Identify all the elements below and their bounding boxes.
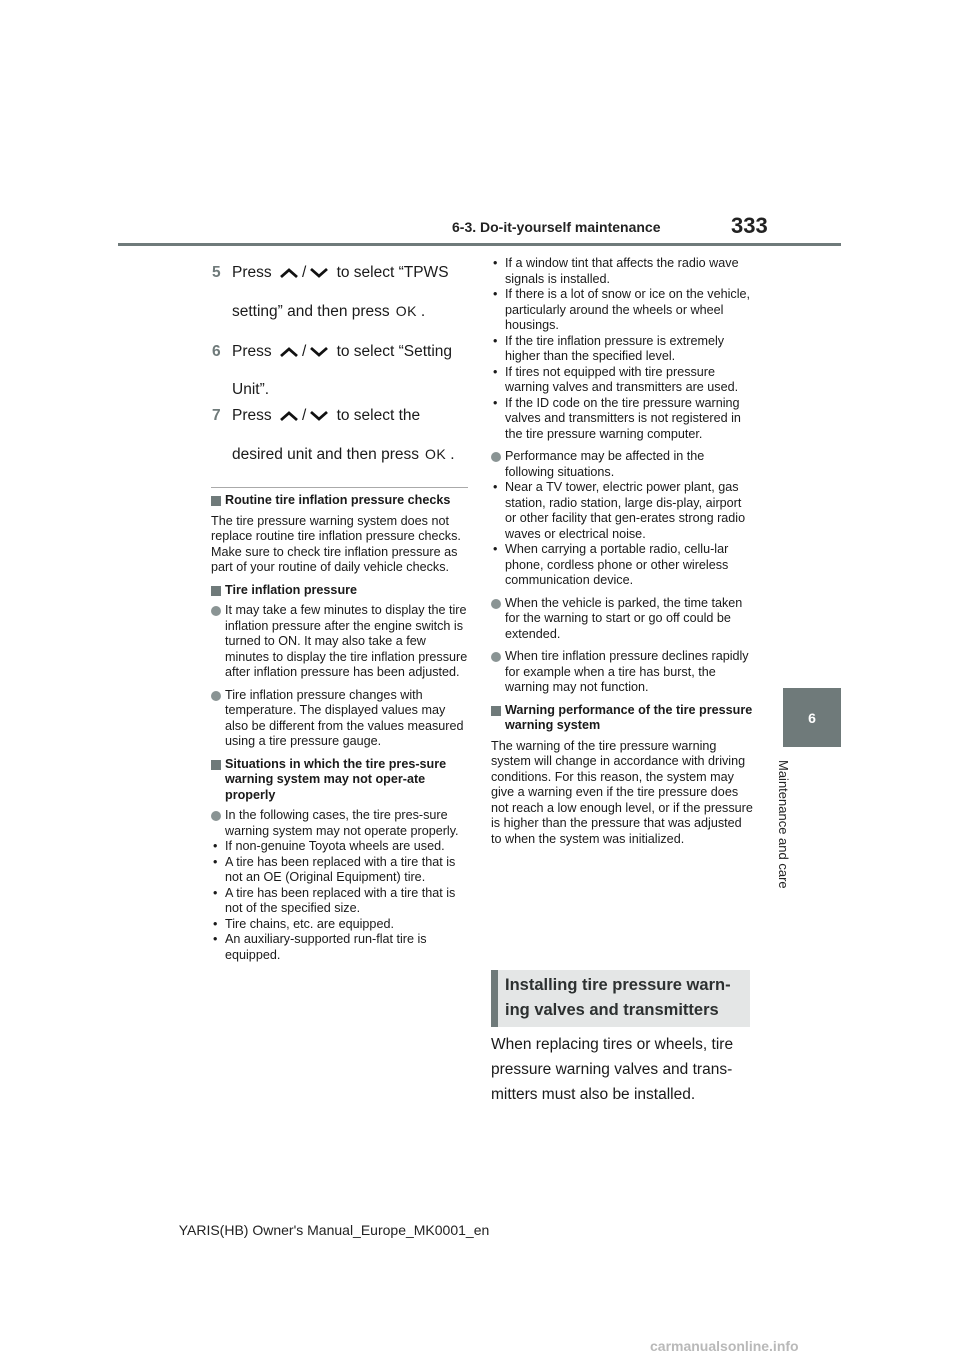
situations-list xyxy=(211,839,469,963)
page-number: 333 xyxy=(731,213,768,238)
step-text: to select “Setting xyxy=(336,343,453,360)
list-item: • Tire chains, etc. are equipped. xyxy=(211,917,469,933)
heading-routine-checks: Routine tire inflation pressure checks xyxy=(211,493,469,509)
step-text: / xyxy=(301,264,307,281)
divider xyxy=(211,487,468,488)
step-text: Press xyxy=(232,407,272,424)
chapter-label: Maintenance and care xyxy=(776,760,791,889)
step-7 xyxy=(212,397,474,474)
header-rule xyxy=(118,243,841,246)
step-number: 6 xyxy=(212,343,221,360)
list-item: • An auxiliary-supported run-flat tire is equipped. xyxy=(211,932,469,963)
step-text: to select the xyxy=(336,407,421,424)
step-5 xyxy=(212,254,474,331)
list-item: • If there is a lot of snow or ice on the vehicle, particularly around the wheels or wheel housings. xyxy=(491,287,753,334)
left-column xyxy=(211,493,469,970)
step-number: 5 xyxy=(212,264,221,281)
step-text: setting” and then press xyxy=(232,303,390,320)
section-heading: Installing tire pressure warn-ing valves and transmitters xyxy=(505,976,731,1019)
list-item: • A tire has been replaced with a tire that is not of the specified size. xyxy=(211,886,469,917)
ok-button-icon: OK xyxy=(395,303,417,319)
list-item: • When carrying a portable radio, cellu-lar phone, cordless phone or other wireless communication device. xyxy=(491,542,753,589)
step-text: Unit”. xyxy=(232,381,270,398)
section-heading-bar xyxy=(491,970,498,1027)
point-declines: When tire inflation pressure declines rapidly for example when a tire has burst, the warning may not function. xyxy=(491,649,753,696)
performance-list xyxy=(491,480,753,589)
footer-text: YARIS(HB) Owner's Manual_Europe_MK0001_en xyxy=(178,1222,490,1238)
heading-warning-performance: Warning performance of the tire pressure warning system xyxy=(491,703,753,734)
body-routine-checks: The tire pressure warning system does not replace routine tire inflation pressure checks. Make sure to check tire inflation pressure as part of your routine of daily vehicle checks. xyxy=(211,513,461,574)
step-text: Press xyxy=(232,264,272,281)
chevron-up-icon xyxy=(279,410,299,422)
list-item: • A tire has been replaced with a tire that is not an OE (Original Equipment) tire. xyxy=(211,855,469,886)
step-text: . xyxy=(420,303,426,320)
body-warning-performance: The warning of the tire pressure warning system will change in accordance with driving conditions. For this reason, the system may give a warning even if the tire pressure does not reach a low enough level, or if the pressure is higher than the pressure that was adjusted to when the system was initialized. xyxy=(491,738,753,846)
step-text: Press xyxy=(232,343,272,360)
point-performance: Performance may be affected in the following situations. xyxy=(491,449,753,480)
step-text: / xyxy=(301,407,307,424)
situations-list-continued xyxy=(491,256,753,442)
section-title: 6-3. Do-it-yourself maintenance xyxy=(452,219,661,235)
heading-situations: Situations in which the tire pres-sure warning system may not oper-ate properly xyxy=(211,757,469,804)
right-column xyxy=(491,256,753,854)
chevron-up-icon xyxy=(279,267,299,279)
section-heading-box xyxy=(491,970,750,1027)
step-number: 7 xyxy=(212,407,221,424)
list-item: • If the tire inflation pressure is extremely higher than the specified level. xyxy=(491,334,753,365)
list-item: • If a window tint that affects the radio wave signals is installed. xyxy=(491,256,753,287)
step-text: desired unit and then press xyxy=(232,446,419,463)
point-temperature: Tire inflation pressure changes with temperature. The displayed values may also be different from the values measured using a tire pressure gauge. xyxy=(211,688,469,750)
point-following-cases: In the following cases, the tire pres-sure warning system may not operate properly. xyxy=(211,808,469,839)
chevron-down-icon xyxy=(309,267,329,279)
list-item: • Near a TV tower, electric power plant, gas station, radio station, large dis-play, airport or other facility that gen-erates strong radio waves or electrical noise. xyxy=(491,480,753,542)
list-item: • If tires not equipped with tire pressure warning valves and transmitters are used. xyxy=(491,365,753,396)
chevron-down-icon xyxy=(309,346,329,358)
chevron-up-icon xyxy=(279,346,299,358)
step-text: to select “TPWS xyxy=(336,264,449,281)
heading-tire-inflation-pressure: Tire inflation pressure xyxy=(211,583,469,599)
chevron-down-icon xyxy=(309,410,329,422)
step-text: / xyxy=(301,343,307,360)
ok-button-icon: OK xyxy=(424,446,447,462)
chapter-tab xyxy=(783,688,841,747)
point-parked: When the vehicle is parked, the time taken for the warning to start or go off could be extended. xyxy=(491,596,753,643)
list-item: • If the ID code on the tire pressure warning valves and transmitters is not registered in the tire pressure warning computer. xyxy=(491,396,753,443)
list-item: • If non-genuine Toyota wheels are used. xyxy=(211,839,469,855)
watermark: carmanualsonline.info xyxy=(650,1338,799,1354)
step-text: . xyxy=(450,446,455,463)
closing-text: When replacing tires or wheels, tire pressure warning valves and trans-mitters must also be installed. xyxy=(491,1036,734,1103)
point-display-delay: It may take a few minutes to display the tire inflation pressure after the engine switch is turned to ON. It may also take a few minutes to display the tire inflation pressure after inflation pressure has been adjusted. xyxy=(211,603,469,681)
chapter-number: 6 xyxy=(808,709,816,726)
